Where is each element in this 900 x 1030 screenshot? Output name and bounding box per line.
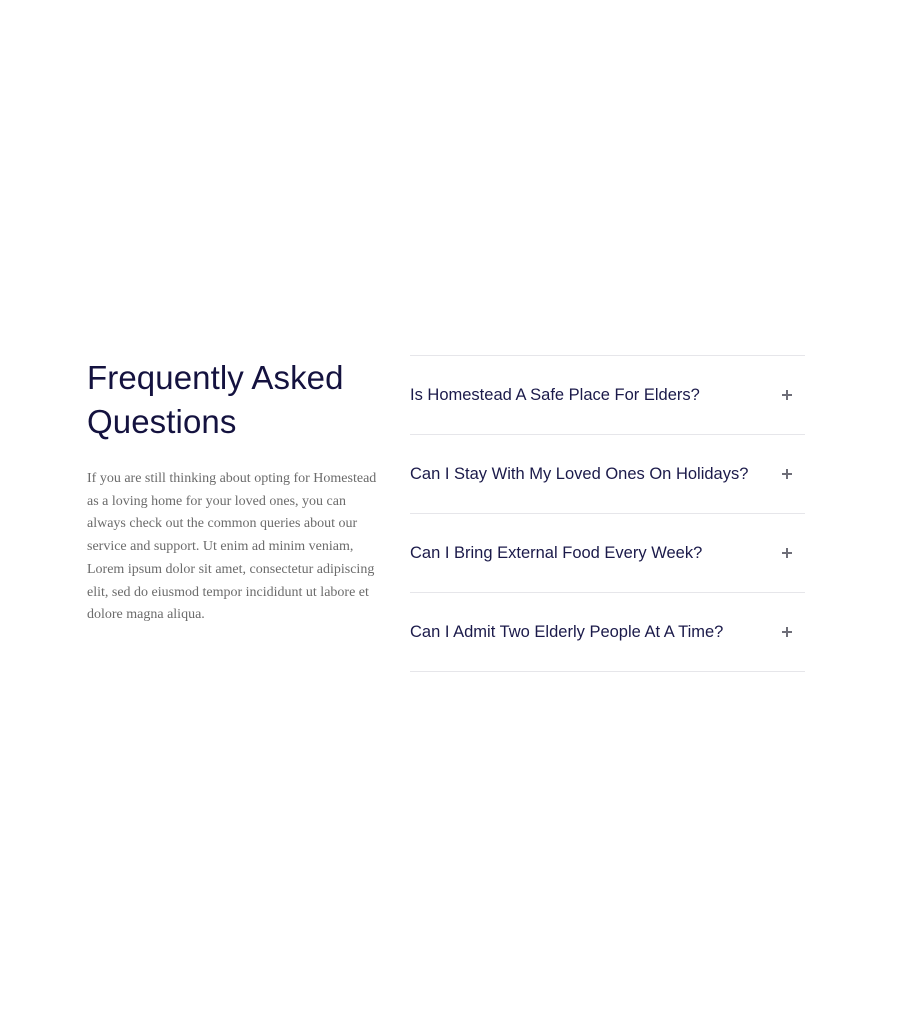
- plus-icon[interactable]: [782, 627, 792, 637]
- faq-question: Can I Admit Two Elderly People At A Time?: [410, 623, 724, 641]
- faq-item-external-food[interactable]: [410, 514, 805, 593]
- faq-section: [87, 355, 805, 673]
- faq-description: If you are still thinking about opting for Homestead as a loving home for your loved ones, you can always check out the common queries about our service and support. Ut enim ad minim veniam, Lorem ipsum dolor sit amet, consectetur adipiscing elit, sed do eiusmod tempor incididunt ut labore et dolore magna aliqua.: [87, 471, 377, 623]
- plus-icon[interactable]: [782, 469, 792, 479]
- faq-accordion: [410, 355, 805, 672]
- faq-item-safe-place[interactable]: [410, 356, 805, 435]
- faq-question: Is Homestead A Safe Place For Elders?: [410, 386, 700, 404]
- faq-question: Can I Stay With My Loved Ones On Holidays?: [410, 465, 749, 483]
- plus-icon[interactable]: [782, 390, 792, 400]
- faq-question: Can I Bring External Food Every Week?: [410, 544, 703, 562]
- plus-icon[interactable]: [782, 548, 792, 558]
- faq-title: Frequently Asked Questions: [87, 359, 344, 440]
- faq-item-two-elders[interactable]: [410, 593, 805, 672]
- faq-item-holidays[interactable]: [410, 435, 805, 514]
